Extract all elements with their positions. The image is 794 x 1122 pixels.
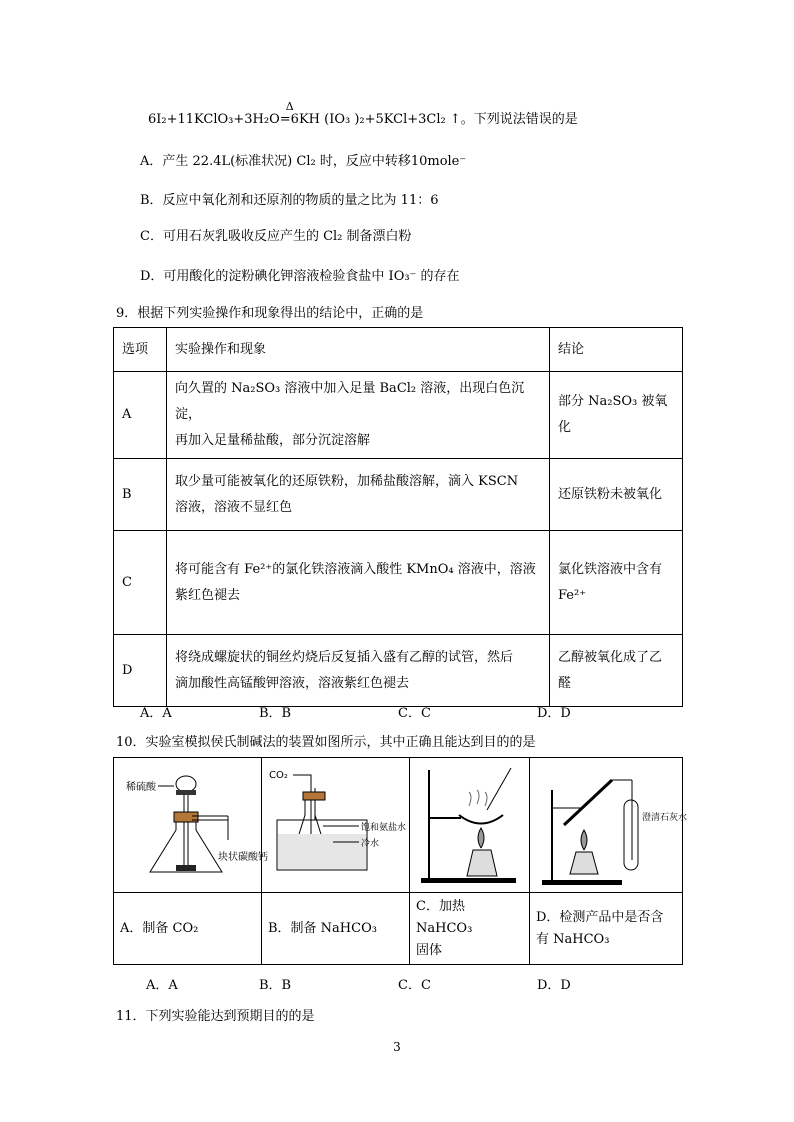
nahco3-preparation-diagram xyxy=(263,760,408,890)
co2-generator-diagram xyxy=(118,760,268,890)
q10-caption-d-line2: 有 NaHCO₃ xyxy=(536,931,610,947)
q10-answer-b: B．B xyxy=(259,978,292,993)
q9-row-c-conc-line1: 氯化铁溶液中含有 xyxy=(558,561,663,577)
q9-row-c-option: C xyxy=(114,531,167,635)
q9-row-d-conclusion xyxy=(550,635,683,707)
q9-row-a-conclusion xyxy=(550,372,683,459)
q9-answer-a: A．A xyxy=(140,706,172,721)
heating-dish-diagram xyxy=(411,760,529,890)
q9-row-a-option: A xyxy=(114,372,167,459)
q10-table xyxy=(113,757,687,965)
q8-equation-right: 6KH (IO₃ )₂+5KCl+3Cl₂ ↑ xyxy=(290,112,461,127)
q10-answer-c: C．C xyxy=(398,978,431,993)
q10-answer-a: A．A xyxy=(146,978,178,993)
q9-header-operation: 实验操作和现象 xyxy=(167,328,550,372)
q11-stem: 11．下列实验能达到预期目的的是 xyxy=(116,1009,315,1024)
q9-row-b-conclusion xyxy=(550,459,683,531)
label-cold-water: 冷水 xyxy=(361,839,380,849)
q9-header-conclusion: 结论 xyxy=(550,328,683,372)
q10-figure-row xyxy=(114,758,683,893)
q9-row-c-op-line2: 紫红色褪去 xyxy=(175,587,241,603)
q8-option-d: D．可用酸化的淀粉碘化钾溶液检验食盐中 IO₃⁻ 的存在 xyxy=(140,269,460,284)
q9-row-b-op-line2: 溶液，溶液不显红色 xyxy=(175,499,293,515)
q9-row-a-operation xyxy=(167,372,550,459)
q9-answer-b: B．B xyxy=(259,706,292,721)
q9-row-a-op-line1: 向久置的 Na₂SO₃ 溶液中加入足量 BaCl₂ 溶液，出现白色沉淀， xyxy=(175,381,525,422)
label-limewater: 澄清石灰水 xyxy=(641,813,687,823)
q10-figure-a xyxy=(114,758,268,893)
label-brine: 饱和氨盐水 xyxy=(361,823,407,833)
table-row xyxy=(114,459,683,531)
q9-row-d-option: D xyxy=(114,635,167,707)
q9-row-c-op-line1: 将可能含有 Fe²⁺的氯化铁溶液滴入酸性 KMnO₄ 溶液中，溶液 xyxy=(175,561,536,577)
q9-answer-c: C．C xyxy=(398,706,431,721)
q8-option-a: A．产生 22.4L(标准状况) Cl₂ 时，反应中转移10mole⁻ xyxy=(140,154,467,169)
q9-answer-d: D．D xyxy=(537,706,571,721)
q10-caption-row xyxy=(114,893,683,965)
q9-row-c-conc-line2: Fe²⁺ xyxy=(558,587,587,603)
q9-row-a-op-line2: 再加入足量稀盐酸，部分沉淀溶解 xyxy=(175,433,371,448)
q10-caption-c-line1: C．加热 NaHCO₃ xyxy=(416,898,473,936)
q8-delta: Δ = xyxy=(279,100,294,127)
q9-row-b-op-line1: 取少量可能被氧化的还原铁粉，加稀盐酸溶解，滴入 KSCN xyxy=(175,473,519,489)
q10-caption-d xyxy=(530,893,683,965)
q10-caption-c-line2: 固体 xyxy=(416,942,443,958)
q8-stem-tail: 。下列说法错误的是 xyxy=(460,112,578,127)
page-number: 3 xyxy=(393,1040,401,1054)
label-dilute-acid: 稀硫酸 xyxy=(125,782,156,793)
label-co2: CO₂ xyxy=(269,770,288,781)
q9-row-d-op-line1: 将绕成螺旋状的铜丝灼烧后反复插入盛有乙醇的试管，然后 xyxy=(175,649,514,665)
q10-answer-d: D．D xyxy=(537,978,571,993)
q8-delta-symbol: Δ xyxy=(285,100,294,113)
q9-row-c-conclusion xyxy=(550,531,683,635)
q9-row-b-conc-line1: 还原铁粉未被氧化 xyxy=(558,486,663,502)
q10-figure-b xyxy=(262,758,410,893)
q10-caption-b xyxy=(262,893,410,965)
q9-row-b-operation xyxy=(167,459,550,531)
q10-caption-a xyxy=(114,893,262,965)
q9-row-a-conc-line1: 部分 Na₂SO₃ 被氧化 xyxy=(558,394,668,435)
q10-caption-d-line1: D．检测产品中是否含 xyxy=(536,909,664,925)
q8-equation-left: 6I₂+11KClO₃+3H₂O xyxy=(148,112,280,127)
q9-stem: 9．根据下列实验操作和现象得出的结论中，正确的是 xyxy=(116,306,424,321)
q9-row-c-operation xyxy=(167,531,550,635)
limewater-test-diagram xyxy=(534,760,687,890)
table-row xyxy=(114,531,683,635)
q9-row-d-op-line2: 滴加酸性高锰酸钾溶液，溶液紫红色褪去 xyxy=(175,675,410,691)
q9-row-d-operation xyxy=(167,635,550,707)
q8-option-c: C．可用石灰乳吸收反应产生的 Cl₂ 制备漂白粉 xyxy=(140,229,412,244)
q10-stem: 10．实验室模拟侯氏制碱法的装置如图所示，其中正确且能达到目的的是 xyxy=(116,735,536,750)
q10-figure-d xyxy=(530,758,687,893)
q9-row-b-option: B xyxy=(114,459,167,531)
q9-row-d-conc-line2: 醛 xyxy=(558,675,572,691)
q9-header-row xyxy=(114,328,683,372)
q10-caption-b-line1: B．制备 NaHCO₃ xyxy=(268,920,377,936)
table-row xyxy=(114,635,683,707)
q9-table xyxy=(113,327,683,707)
label-caco3: 块状碳酸钙 xyxy=(217,852,268,863)
q8-option-b: B．反应中氧化剂和还原剂的物质的量之比为 11：6 xyxy=(140,193,439,208)
table-row xyxy=(114,372,683,459)
q10-figure-c xyxy=(410,758,530,893)
q8-equation xyxy=(148,100,578,127)
q9-header-option: 选项 xyxy=(114,328,167,372)
q10-caption-a-line1: A．制备 CO₂ xyxy=(120,920,199,936)
q9-row-d-conc-line1: 乙醇被氧化成了乙 xyxy=(558,649,663,665)
q10-caption-c xyxy=(410,893,530,965)
